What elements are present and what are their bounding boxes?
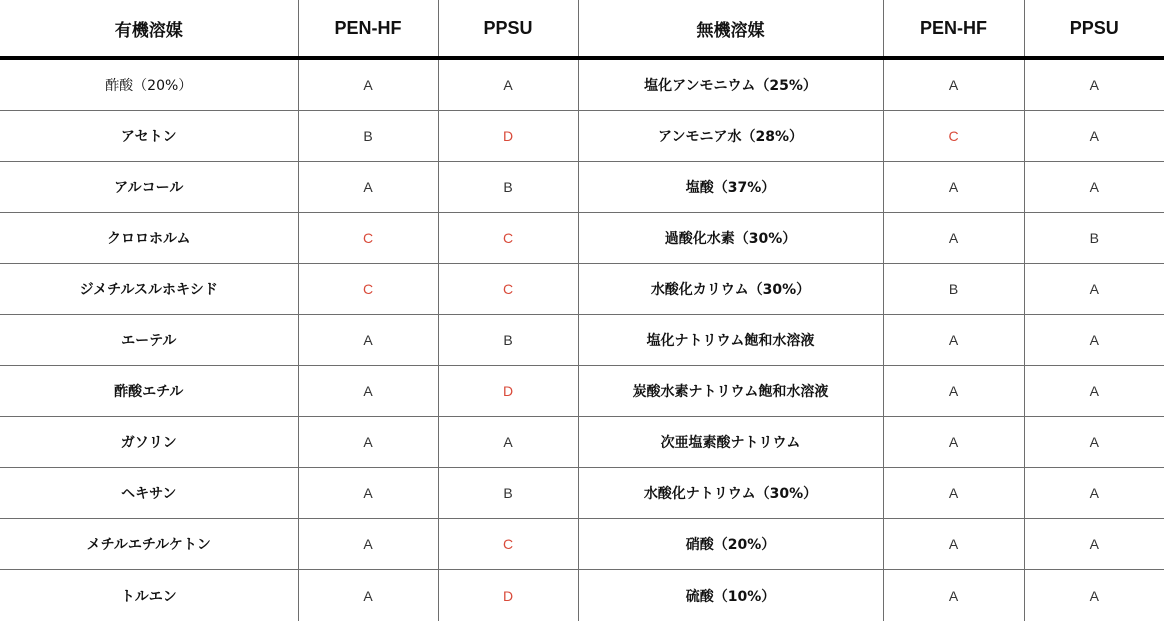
header-pen-hf-organic: PEN-HF: [298, 0, 438, 58]
inorganic-solvent-name: アンモニア水（28%）: [578, 111, 883, 162]
inorganic-ppsu-grade: A: [1024, 58, 1164, 111]
header-inorganic-solvent: 無機溶媒: [578, 0, 883, 58]
organic-pen-hf-grade: B: [298, 111, 438, 162]
organic-solvent-name: エーテル: [0, 315, 298, 366]
inorganic-pen-hf-grade: A: [883, 58, 1024, 111]
organic-pen-hf-grade: C: [298, 213, 438, 264]
inorganic-pen-hf-grade: A: [883, 417, 1024, 468]
organic-ppsu-grade: A: [438, 58, 578, 111]
organic-pen-hf-grade: A: [298, 162, 438, 213]
inorganic-solvent-name: 次亜塩素酸ナトリウム: [578, 417, 883, 468]
inorganic-ppsu-grade: A: [1024, 315, 1164, 366]
organic-solvent-name: 酢酸（20%）: [0, 58, 298, 111]
inorganic-solvent-name: 塩酸（37%）: [578, 162, 883, 213]
inorganic-solvent-name: 水酸化カリウム（30%）: [578, 264, 883, 315]
inorganic-pen-hf-grade: A: [883, 213, 1024, 264]
inorganic-solvent-name: 硝酸（20%）: [578, 519, 883, 570]
organic-ppsu-grade: C: [438, 519, 578, 570]
organic-ppsu-grade: C: [438, 213, 578, 264]
inorganic-solvent-name: 過酸化水素（30%）: [578, 213, 883, 264]
inorganic-pen-hf-grade: B: [883, 264, 1024, 315]
header-row: [0, 0, 1164, 58]
inorganic-ppsu-grade: A: [1024, 519, 1164, 570]
table-row: [0, 111, 1164, 162]
organic-ppsu-grade: B: [438, 468, 578, 519]
table-row: [0, 366, 1164, 417]
inorganic-pen-hf-grade: A: [883, 162, 1024, 213]
organic-ppsu-grade: A: [438, 417, 578, 468]
table-row: [0, 58, 1164, 111]
inorganic-solvent-name: 炭酸水素ナトリウム飽和水溶液: [578, 366, 883, 417]
table-row: [0, 417, 1164, 468]
inorganic-ppsu-grade: A: [1024, 264, 1164, 315]
inorganic-ppsu-grade: A: [1024, 162, 1164, 213]
organic-ppsu-grade: B: [438, 315, 578, 366]
table-row: [0, 162, 1164, 213]
inorganic-ppsu-grade: A: [1024, 111, 1164, 162]
inorganic-solvent-name: 硫酸（10%）: [578, 570, 883, 622]
table-row: [0, 468, 1164, 519]
organic-solvent-name: アセトン: [0, 111, 298, 162]
inorganic-ppsu-grade: A: [1024, 570, 1164, 622]
inorganic-ppsu-grade: A: [1024, 468, 1164, 519]
organic-ppsu-grade: D: [438, 111, 578, 162]
inorganic-solvent-name: 塩化ナトリウム飽和水溶液: [578, 315, 883, 366]
organic-ppsu-grade: D: [438, 570, 578, 622]
inorganic-solvent-name: 水酸化ナトリウム（30%）: [578, 468, 883, 519]
inorganic-ppsu-grade: A: [1024, 366, 1164, 417]
organic-ppsu-grade: D: [438, 366, 578, 417]
header-organic-solvent: 有機溶媒: [0, 0, 298, 58]
organic-solvent-name: ヘキサン: [0, 468, 298, 519]
inorganic-pen-hf-grade: A: [883, 315, 1024, 366]
table-row: [0, 315, 1164, 366]
inorganic-ppsu-grade: A: [1024, 417, 1164, 468]
organic-pen-hf-grade: A: [298, 468, 438, 519]
inorganic-pen-hf-grade: A: [883, 366, 1024, 417]
table-row: [0, 264, 1164, 315]
inorganic-solvent-name: 塩化アンモニウム（25%）: [578, 58, 883, 111]
table-row: [0, 570, 1164, 622]
organic-pen-hf-grade: A: [298, 366, 438, 417]
header-pen-hf-inorganic: PEN-HF: [883, 0, 1024, 58]
organic-solvent-name: 酢酸エチル: [0, 366, 298, 417]
organic-pen-hf-grade: A: [298, 58, 438, 111]
inorganic-pen-hf-grade: C: [883, 111, 1024, 162]
table-row: [0, 213, 1164, 264]
header-ppsu-inorganic: PPSU: [1024, 0, 1164, 58]
organic-pen-hf-grade: C: [298, 264, 438, 315]
inorganic-pen-hf-grade: A: [883, 519, 1024, 570]
inorganic-pen-hf-grade: A: [883, 468, 1024, 519]
organic-pen-hf-grade: A: [298, 417, 438, 468]
organic-solvent-name: トルエン: [120, 588, 177, 605]
inorganic-ppsu-grade: B: [1024, 213, 1164, 264]
organic-solvent-name: クロロホルム: [0, 213, 298, 264]
organic-solvent-name: ジメチルスルホキシド: [0, 264, 298, 315]
header-ppsu-organic: PPSU: [438, 0, 578, 58]
organic-pen-hf-grade: A: [298, 315, 438, 366]
organic-solvent-name: アルコール: [0, 162, 298, 213]
organic-ppsu-grade: B: [438, 162, 578, 213]
inorganic-pen-hf-grade: A: [883, 570, 1024, 622]
organic-solvent-name: ガソリン: [0, 417, 298, 468]
organic-ppsu-grade: C: [438, 264, 578, 315]
table-row: [0, 519, 1164, 570]
organic-pen-hf-grade: A: [298, 570, 438, 622]
organic-solvent-name: メチルエチルケトン: [0, 519, 298, 570]
organic-pen-hf-grade: A: [298, 519, 438, 570]
